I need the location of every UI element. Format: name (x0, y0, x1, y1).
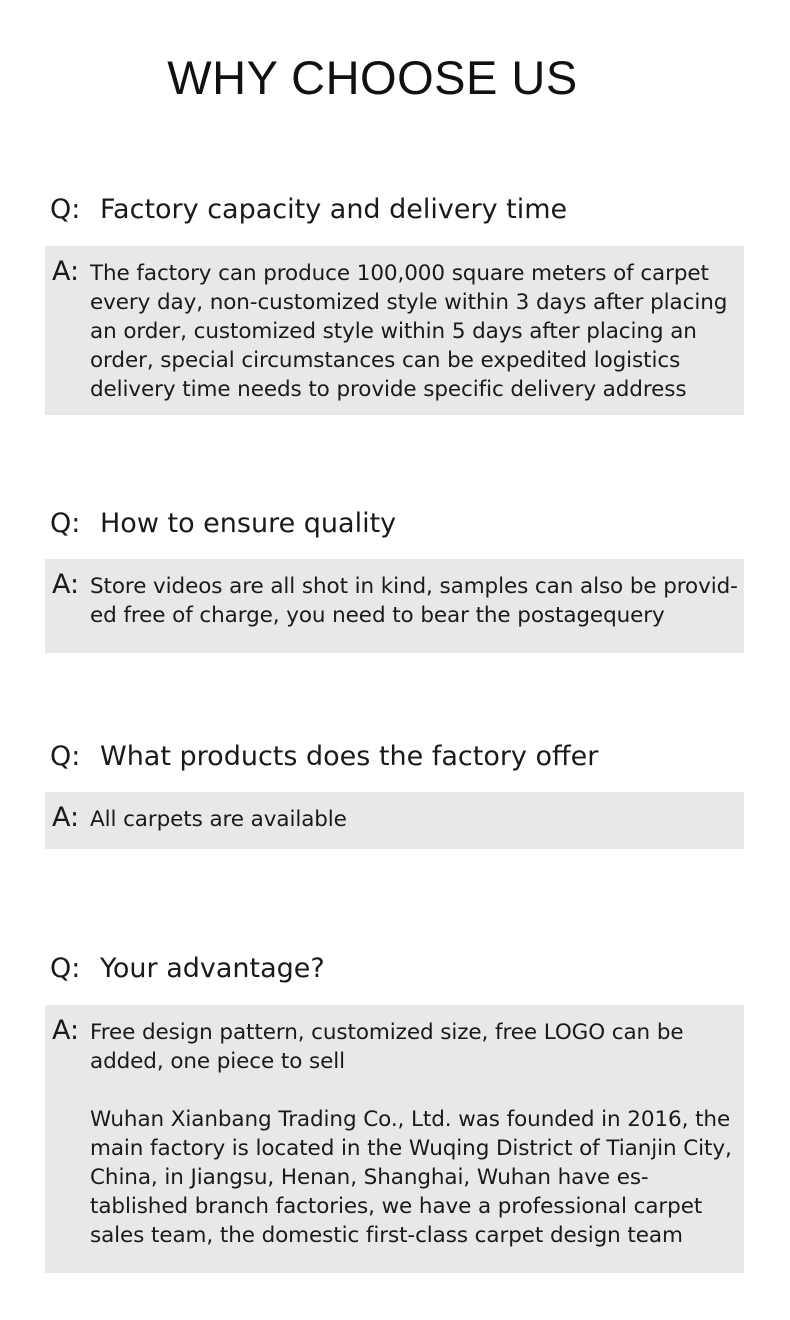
answer-text (90, 1018, 738, 1250)
question-marker: Q: (50, 953, 81, 984)
faq-question-capacity (50, 192, 567, 228)
question-marker: Q: (50, 194, 81, 225)
answer-marker: A: (52, 802, 80, 833)
page-title: WHY CHOOSE US (167, 51, 578, 104)
answer-marker: A: (52, 256, 80, 287)
faq-answer-capacity (45, 246, 744, 415)
answer-marker: A: (52, 1015, 80, 1046)
question-text: What products does the factory offer (100, 741, 599, 772)
question-text: Your advantage? (100, 953, 325, 984)
question-marker: Q: (50, 741, 81, 772)
faq-answer-products (45, 792, 744, 849)
question-text: How to ensure quality (100, 508, 397, 539)
faq-question-advantage (50, 951, 325, 987)
answer-text (90, 259, 738, 404)
answer-marker: A: (52, 569, 80, 600)
faq-question-products (50, 739, 598, 775)
answer-paragraph: All carpets are available (90, 807, 347, 832)
answer-paragraph: Store videos are all shot in kind, samples can also be provid-ed free of charge, you need to bear the postagequery (90, 574, 738, 628)
faq-answer-quality (45, 559, 744, 653)
question-text: Factory capacity and delivery time (100, 194, 568, 225)
company-description: Wuhan Xianbang Trading Co., Ltd. was founded in 2016, the main factory is located in the Wuqing District of Tianjin City, China, in Jiangsu, Henan, Shanghai, Wuhan have es-tablished branch factories, we have a professional carpet sales team, the domestic first-class carpet design team (90, 1107, 732, 1248)
answer-text (90, 572, 738, 630)
answer-paragraph: The factory can produce 100,000 square meters of carpet every day, non-customized style within 3 days after placing an order, customized style within 5 days after placing an order, special circumstances can be expedited logistics delivery time needs to provide specific delivery address (90, 261, 728, 402)
answer-text (90, 805, 738, 834)
faq-answer-advantage (45, 1005, 744, 1273)
faq-question-quality (50, 506, 396, 542)
answer-paragraph: Free design pattern, customized size, free LOGO can be added, one piece to sell (90, 1020, 684, 1074)
question-marker: Q: (50, 508, 81, 539)
